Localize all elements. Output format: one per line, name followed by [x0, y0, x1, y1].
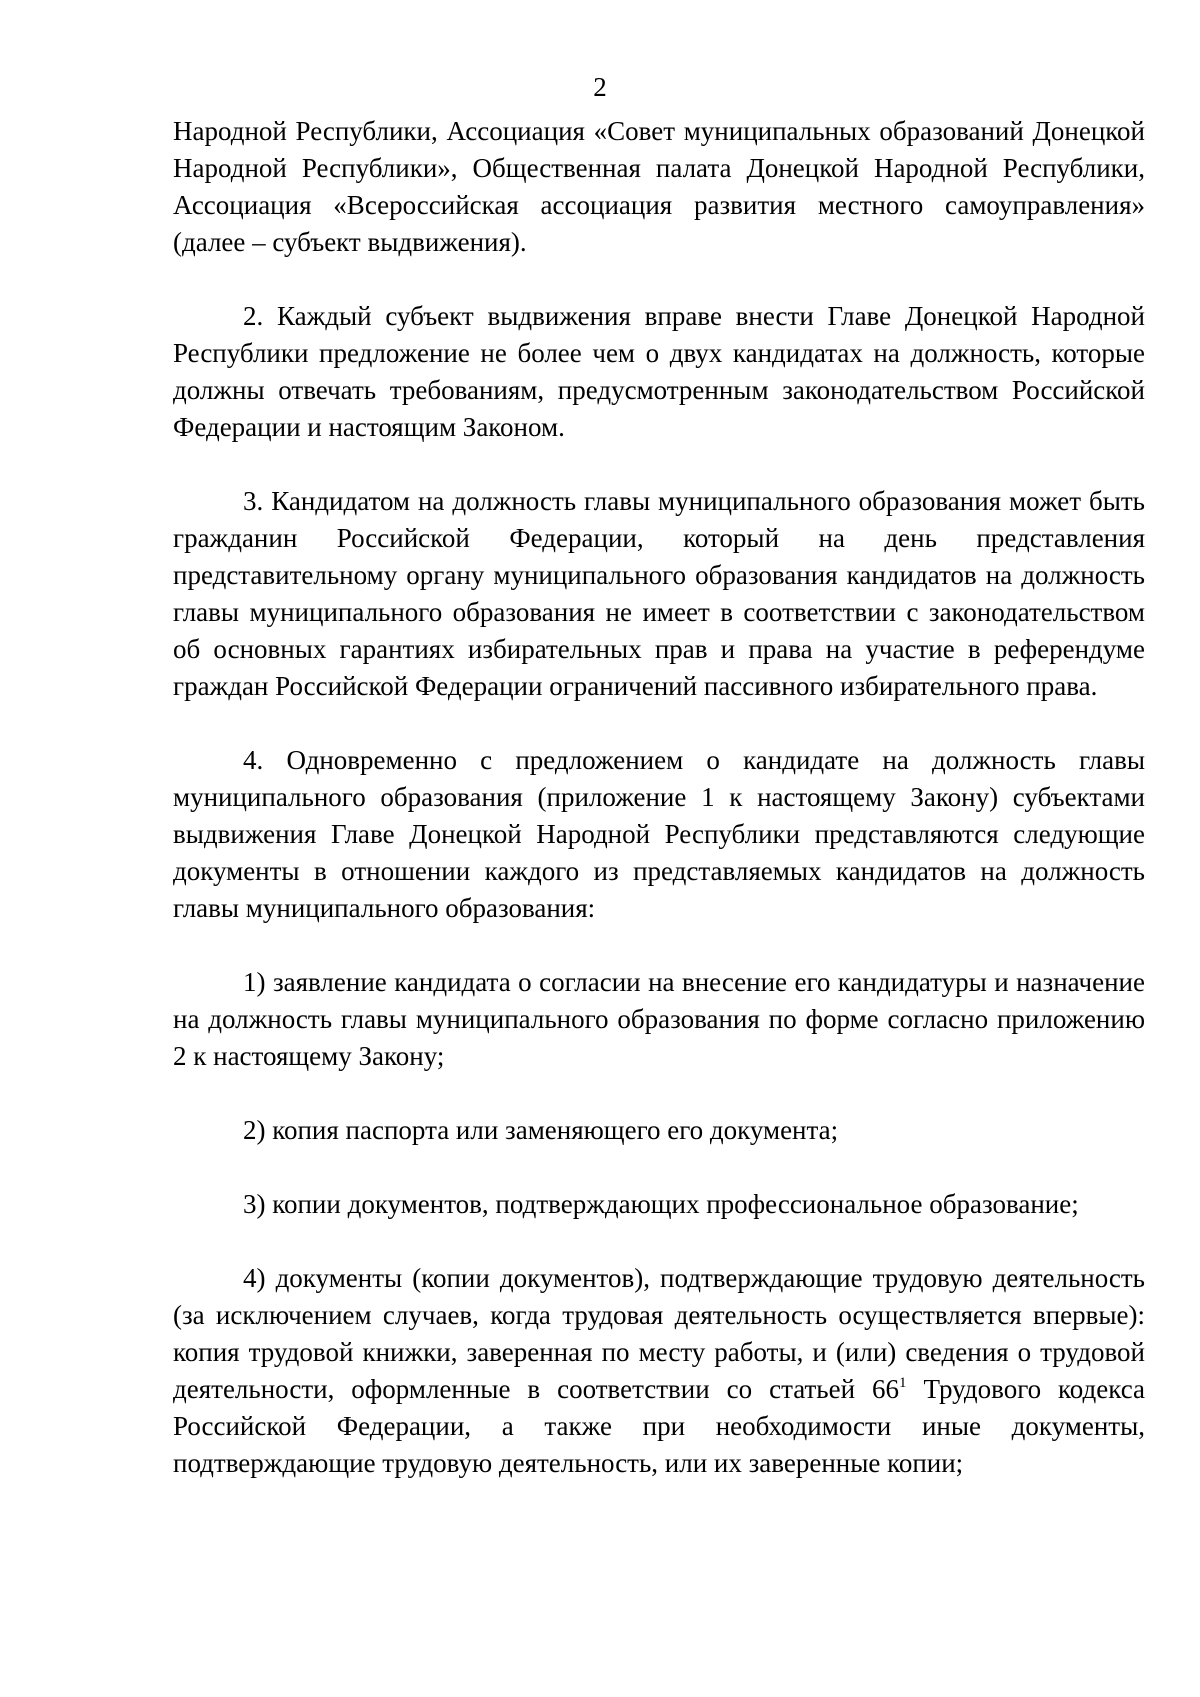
- subitem-1: 1) заявление кандидата о согласии на внесение его кандидатуры и назначение на должность главы муниципального образования по форме согласно приложению 2 к настоящему Закону;: [173, 967, 1145, 1071]
- subitem-4-text-after: Трудового кодекса Российской Федерации, а также при необходимости иные документы, подтверждающие трудовую деятельность, или их заверенные копии;: [173, 1374, 1145, 1478]
- paragraph-item-4: 4. Одновременно с предложением о кандидате на должность главы муниципального образования (приложение 1 к настоящему Закону) субъектами выдвижения Главе Донецкой Народной Республики представляются следующие документы в отношении каждого из представляемых кандидатов на должность главы муниципального образования:: [173, 745, 1145, 923]
- page-number: 2: [593, 72, 607, 102]
- subitem-3: 3) копии документов, подтверждающих профессиональное образование;: [243, 1189, 1079, 1219]
- subitem-2: 2) копия паспорта или заменяющего его документа;: [243, 1115, 839, 1145]
- subitem-4-text-before: 4) документы (копии документов), подтверждающие трудовую деятельность (за исключением случаев, когда трудовая деятельность осуществляется впервые): копия трудовой книжки, заверенная по месту работы, и (или) сведения о трудовой деятельности, оформленные в соответствии со статьей 66: [173, 1263, 1145, 1404]
- paragraph-continuation: Народной Республики, Ассоциация «Совет муниципальных образований Донецкой Народной Республики», Общественная палата Донецкой Народной Республики, Ассоциация «Всероссийская ассоциация развития местного самоуправления» (далее – субъект выдвижения).: [173, 116, 1145, 257]
- article-superscript: 1: [899, 1375, 907, 1391]
- paragraph-item-2: 2. Каждый субъект выдвижения вправе внести Главе Донецкой Народной Республики предложение не более чем о двух кандидатах на должность, которые должны отвечать требованиям, предусмотренным законодательством Российской Федерации и настоящим Законом.: [173, 301, 1145, 442]
- paragraph-item-3: 3. Кандидатом на должность главы муниципального образования может быть гражданин Российской Федерации, который на день представления представительному органу муниципального образования кандидатов на должность главы муниципального образования не имеет в соответствии с законодательством об основных гарантиях избирательных прав и права на участие в референдуме граждан Российской Федерации ограничений пассивного избирательного права.: [173, 486, 1145, 701]
- document-body: [173, 113, 1145, 1519]
- subitem-4: [173, 1260, 1145, 1482]
